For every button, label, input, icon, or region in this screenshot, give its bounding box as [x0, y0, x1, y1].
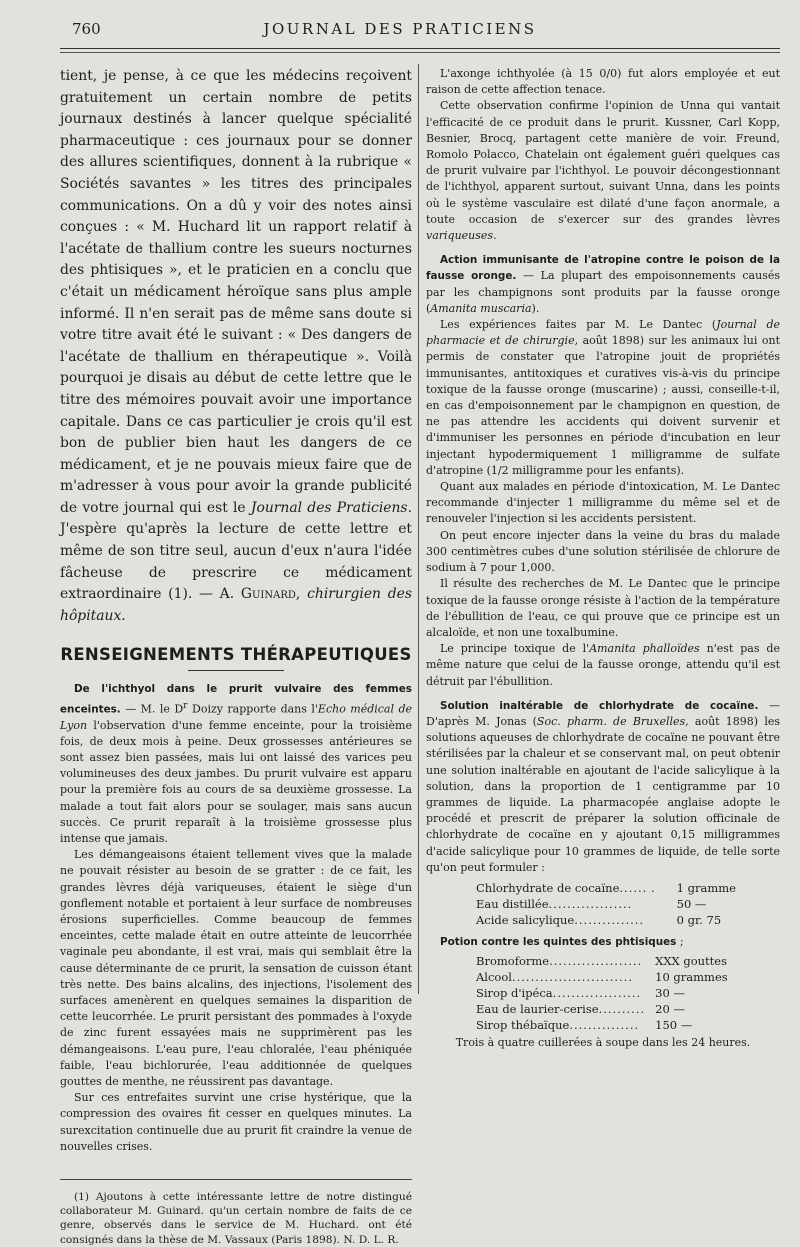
atropine-text-a: — La plupart des empoisonnements causés par les champignons sont produits par la fausse oronge (	[426, 269, 780, 315]
ingredient-label: Alcool	[476, 970, 512, 985]
potion-formula	[476, 953, 728, 1033]
column-divider	[418, 64, 419, 994]
unna-end: .	[493, 229, 497, 243]
atropine-paragraph-6	[426, 641, 780, 690]
atropine6-text-b: n'est pas de même nature que celui de la fausse oronge, attendu qu'il est détruit par l'ébullition.	[426, 642, 780, 688]
page-number: 760	[72, 20, 101, 38]
formula-row	[476, 896, 736, 912]
ichthyol-paragraph-2: Les démangeaisons étaient tellement vives que la malade ne pouvait résister au besoin de se gratter : de ce fait, les grandes lèvres déjà variqueuses, étaient le siège d'un gonflement notable et portaient à leur surface de nombreuses érosions superficielles. Comme beaucoup de femmes enceintes, cette malade était en outre atteinte de leucorrhée vaginale peu abondante, il est vrai, mais qui semblait être la cause déterminante de ce prurit, la sensation de cuisson étant très nette. Des bains alcalins, des injections, l'isolement des surfaces amenèrent en quelques semaines la disparition de cette leucorrhée. Le prurit persistant des pommades à l'oxyde de zinc furent essayées mais ne supprimèrent pas les démangeaisons. L'eau pure, l'eau chloralée, l'eau phéniquée faible, l'eau bichlorurée, l'eau additionnée de quelques gouttes de menthe, ne réussirent pas davantage.	[60, 848, 412, 1088]
cocaine-formula	[476, 880, 736, 928]
ingredient-name	[476, 953, 645, 969]
unna-text: Cette observation confirme l'opinion de Unna qui vantait l'efficacité de ce produit dans le prurit. Kussner, Carl Kopp, Besnier, Brocq, partagent cette manière de voir. Freund, Romolo Polacco, Chatelain ont également guéri quelques cas de prurit vulvaire par l'ichthyol. Le pouvoir décongestionnant de l'ichthyol, apparent surtout, suivant Unna, dans les points où le système vasculaire est dilaté d'une façon anormale, a toute occasion de s'exercer sur des grandes lèvres	[426, 99, 780, 226]
header-rule	[60, 48, 780, 49]
cocaine-text-a: — D'après M. Jonas (	[426, 698, 781, 728]
ingredient-name	[476, 985, 645, 1001]
footnote: (1) Ajoutons à cette intéressante lettre de notre distingué collaborateur M. Guinard. qu'un certain nombre de faits de ce genre, observés dans le service de M. Huchard. ont été consignés dans la thèse de M. Vassaux (Paris 1898). N. D. L. R.	[60, 1190, 412, 1246]
cocaine-heading: Solution inaltérable de chlorhydrate de cocaïne.	[440, 699, 759, 712]
ingredient-qty: 0 gr. 75	[676, 912, 722, 927]
atropine2-text-b: , août 1898) sur les animaux lui ont permis de constater que l'atropine jouit de propriétés immunisantes, antitoxiques et curatives vis-à-vis du principe toxique de la fausse oronge (muscarine) ; aussi, conseille-t-il, en cas d'empoisonnement par le champignon en question, de ne pas attendre les accidents qui doivent survenir et d'immuniser les personnes en période d'incubation en leur injectant hypodermiquement 1 milligramme de sulfate d'atropine (1/2 milligramme pour les enfants).	[426, 334, 780, 477]
formula-row	[476, 880, 736, 896]
ingredient-qty: 50 —	[676, 896, 707, 911]
spacer	[426, 690, 780, 698]
leader-dots: ....................	[549, 954, 643, 969]
dosage-instruction: Trois à quatre cuillerées à soupe dans les 24 heures.	[455, 1036, 751, 1050]
ichthyol-text-c: l'observation d'une femme enceinte, pour la troisième fois, de deux mois à peine. Deux grossesses antérieures se sont assez bien passées, mais lui ont laissé des varices peu volumineuses des deux jambes. Du prurit vulvaire est apparu pour la première fois au cours de sa deuxième grossesse. La malade a tout fait alors pour se soulager, mais sans aucun succès. Ce prurit reparaît à la troisième grossesse plus intense que jamais.	[60, 718, 412, 845]
cocaine-source: Soc. pharm. de Bruxelles,	[536, 714, 689, 728]
atropine-paragraph-1	[426, 252, 780, 317]
leader-dots: ..........................	[511, 970, 633, 985]
ingredient-qty: 30 —	[655, 986, 685, 1001]
atropine-heading: Action immunisante de l'atropine contre le poison de la fausse oronge.	[426, 254, 780, 283]
leader-dots: ..................	[548, 896, 633, 911]
atropine-paragraph-4: On peut encore injecter dans la veine du bras du malade 300 centimètres cubes d'une solution stérilisée de chlorure de sodium à 7 pour 1,000.	[426, 528, 780, 575]
leader-dots: ...............	[569, 1018, 640, 1033]
potion-heading-line	[440, 934, 780, 950]
ingredient-qty: 150 —	[655, 1018, 693, 1033]
spacer	[426, 244, 780, 252]
ichthyol-sup: r	[183, 699, 188, 711]
ichthyol-text-a: — M. le D	[120, 702, 184, 716]
atropine-paragraph-3: Quant aux malades en période d'intoxication, M. Le Dantec recommande d'injecter 1 milligramme du même sel et de renouveler l'injection si les accidents persistent.	[426, 480, 780, 526]
ichthyol-paragraph-3: Sur ces entrefaites survint une crise hystérique, que la compression des ovaires fit cesser en quelques minutes. La surexcitation continuelle due au prurit fit craindre la venue de nouvelles crises.	[60, 1091, 412, 1153]
ingredient-label: Sirop thébaïque	[476, 1018, 570, 1033]
axonge-paragraph: L'axonge ichthyolée (à 15 0/0) fut alors employée et eut raison de cette affection tenace.	[426, 67, 780, 97]
ichthyol-source: Echo médical de Lyon	[60, 702, 413, 732]
leader-dots: ...................	[552, 986, 642, 1001]
formula-row	[476, 985, 728, 1001]
unna-paragraph	[426, 98, 780, 244]
formula-row	[476, 953, 728, 969]
ingredient-name	[476, 880, 655, 896]
potion-heading: Potion contre les quintes des phtisiques	[440, 935, 677, 948]
letter-text: tient, je pense, à ce que les médecins reçoivent gratuitement un certain nombre de petits journaux destinés à lancer quelque spécialité pharmaceutique : ces journaux pour se donner des allures scientifiques, donnent à la rubrique « Sociétés savantes » les titres des principales communications. On a dû y voir des notes ainsi conçues : « M. Huchard lit un rapport relatif à l'acétate de thallium contre les sueurs nocturnes des phtisiques », et le praticien en a conclu que c'était un médicament héroïque sans plus ample informé. Il n'en serait pas de même sans doute si votre titre avait été le suivant : « Des dangers de l'acétate de thallium en thérapeutique ». Voilà pourquoi je disais au début de cette lettre que le titre des mémoires pouvait avoir une importance capitale. Dans ce cas particulier je crois qu'il est bon de publier bien haut les dangers de ce médicament, et je ne pouvais mieux faire que de m'adresser à vous pour avoir la grande publicité de votre journal qui est le	[60, 68, 412, 516]
ingredient-name	[476, 969, 645, 985]
running-head	[0, 20, 800, 42]
ingredient-label: Sirop d'ipéca	[476, 986, 553, 1001]
footnote-rule	[60, 1179, 412, 1180]
ingredient-name	[476, 1017, 645, 1033]
leader-dots: ......	[619, 880, 648, 895]
letter-paragraph	[60, 66, 412, 627]
atropine6-italic: Amanita phalloïdes	[589, 642, 700, 656]
ingredient-name	[476, 1001, 645, 1017]
atropine2-text-a: Les expériences faites par M. Le Dantec (	[440, 318, 717, 332]
ingredient-label: Acide salicylique	[476, 912, 575, 927]
atropine-italic: Amanita muscaria	[430, 301, 532, 315]
ingredient-label: Bromoforme	[476, 954, 550, 969]
ingredient-name	[476, 912, 655, 928]
letter-text-end: . J'espère qu'après la lecture de cette lettre et même de son titre seul, aucun d'eux n'aura l'idée fâcheuse de prescrire ce médicament extraordinaire (1). — A.	[60, 499, 412, 603]
ichthyol-heading: De l'ichthyol dans le prurit vulvaire des femmes enceintes.	[60, 683, 412, 716]
atropine6-text-a: Le principe toxique de l'	[440, 642, 590, 656]
atropine-paragraph-5: Il résulte des recherches de M. Le Dantec que le principe toxique de la fausse oronge résiste à l'action de la température de l'ébullition de l'eau, ce qui prouve que ce principe est un alcaloïde, et non une toxalbumine.	[426, 577, 780, 639]
atropine-text-b: ).	[531, 301, 540, 315]
letter-author-role: chirurgien des hôpitaux.	[60, 586, 412, 624]
ingredient-qty: 10 grammes	[655, 970, 728, 985]
cocaine-paragraph	[426, 698, 780, 876]
section-rule	[188, 670, 284, 671]
ichthyol-text-b: Doizy rapporte dans l'	[187, 702, 318, 716]
ingredient-qty: XXX gouttes	[655, 954, 727, 969]
unna-italic: variqueuses	[426, 229, 494, 243]
formula-row	[476, 969, 728, 985]
header-rule-thin	[60, 52, 780, 53]
leader-dots: ...............	[574, 912, 645, 927]
atropine2-source: Journal de pharmacie et de chirurgie	[426, 318, 780, 348]
ingredient-name	[476, 896, 655, 912]
atropine-paragraph-2	[426, 317, 780, 479]
right-column	[426, 66, 780, 1051]
formula-row	[476, 1017, 728, 1033]
ichthyol-paragraph-1	[60, 681, 412, 847]
ingredient-label: Chlorhydrate de cocaïne	[476, 880, 620, 895]
journal-name: Journal des Praticiens	[250, 499, 408, 516]
leader-dots: ..........	[598, 1002, 646, 1017]
left-column	[60, 66, 412, 1247]
letter-author: Guinard,	[240, 586, 301, 603]
ingredient-label: Eau de laurier-cerise	[476, 1002, 599, 1017]
journal-title: JOURNAL DES PRATICIENS	[263, 20, 537, 38]
cocaine-text-b: août 1898) les solutions aqueuses de chlorhydrate de cocaïne ne pouvant être stérilisées par la chaleur et se conservant mal, on peut obtenir une solution inaltérable en ajoutant de l'acide salicylique à la solution, dans la proportion de 1 centigramme par 10 grammes de liquide. La pharmacopée anglaise adopte le procédé et prescrit de préparer la solution officinale de chlorhydrate de cocaïne en y ajoutant 0,15 milligrammes d'acide salicylique pour 10 grammes de liquide, de telle sorte qu'on peut formuler :	[426, 714, 780, 874]
formula-row	[476, 1001, 728, 1017]
section-title: RENSEIGNEMENTS THÉRAPEUTIQUES	[60, 645, 412, 665]
ingredient-qty: 20 —	[655, 1002, 685, 1017]
ingredient-qty: 1 gramme	[676, 880, 736, 895]
ingredient-label: Eau distillée	[476, 896, 549, 911]
leader-sep: .	[650, 880, 655, 895]
potion-heading-suffix: ;	[676, 934, 684, 948]
formula-row	[476, 912, 736, 928]
